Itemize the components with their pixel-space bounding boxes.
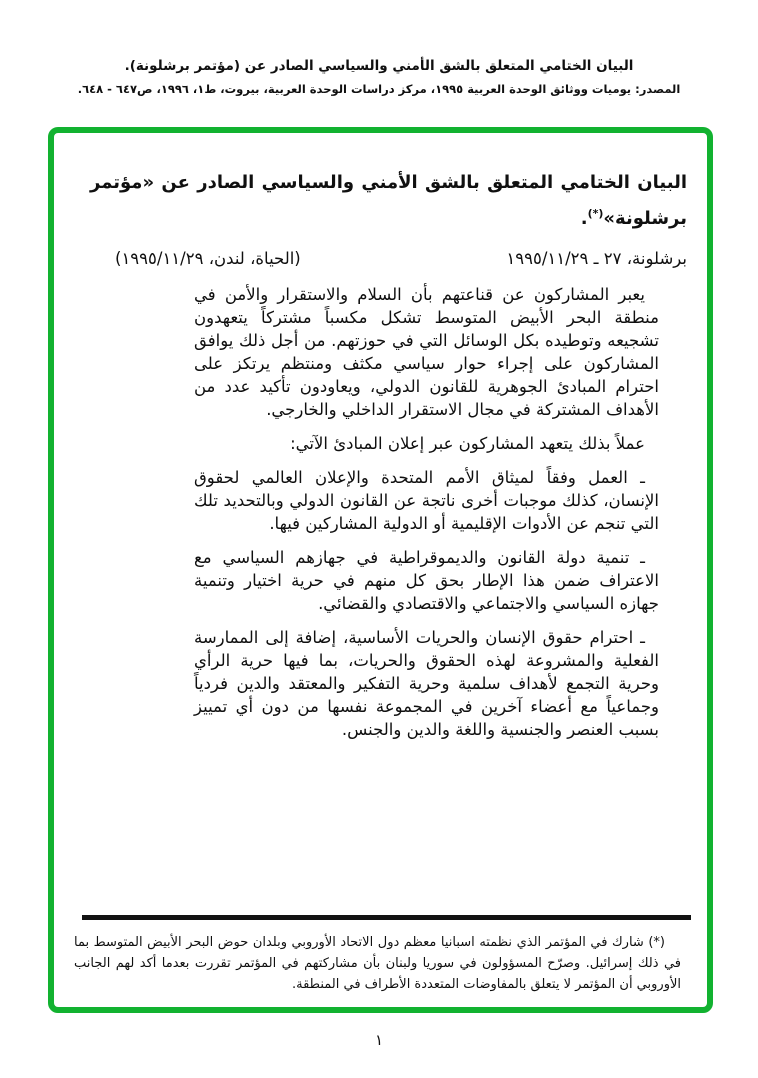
document-title [90, 167, 687, 234]
dateline [90, 247, 687, 271]
document-title-line1: البيان الختامي المتعلق بالشق الأمني والسياسي الصادر عن «مؤتمر [90, 172, 687, 193]
paragraph: يعبر المشاركون عن قناعتهم بأن السلام والاستقرار والأمن في منطقة البحر الأبيض المتوسط تشكل مكسباً مشتركاً يتعهدون تشجيعه وتوطيده بكل الوسائل التي في حوزتهم. من أجل ذلك يوافق المشاركون على إجراء حوار سياسي مكثف ومنتظم يرتكز على احترام المبادئ الجوهرية للقانون الدولي، ويعاودون تأكيد عدد من الأهداف المشتركة في مجال الاستقرار الداخلي والخارجي. [194, 285, 659, 419]
page-header [0, 57, 758, 98]
paragraph: عملاً بذلك يتعهد المشاركون عبر إعلان المبادئ الآتي: [290, 434, 645, 453]
dateline-source: (الحياة، لندن، ١٩٩٥/١١/٢٩) [115, 249, 301, 268]
header-source-line: المصدر: يوميات ووثائق الوحدة العربية ١٩٩٥، مركز دراسات الوحدة العربية، بيروت، ط١، ١٩٩٦، ص٦٤٧ - ٦٤٨. [77, 82, 681, 96]
footnote-section [70, 915, 685, 995]
paragraph: ـ العمل وفقاً لميثاق الأمم المتحدة والإعلان العالمي لحقوق الإنسان، كذلك موجبات أخرى ناتجة عن القانون الدولي وبالتحديد تلك التي تنجم عن الأدوات الإقليمية أو الدولية المشاركين فيها. [194, 468, 659, 533]
title-quoted-word: برشلونة» [603, 208, 687, 229]
paragraph: ـ تنمية دولة القانون والديموقراطية في جهازهم السياسي مع الاعتراف ضمن هذا الإطار بحق كل منهم في حرية اختيار وتنمية جهازه السياسي والاجتماعي والاقتصادي والقضائي. [194, 548, 659, 613]
document-body [54, 133, 707, 1007]
document-title-line2 [90, 198, 687, 234]
body-text-column [194, 283, 659, 741]
footnote-marker: (*) [587, 207, 604, 220]
title-period: . [580, 208, 588, 229]
footnote-text: (*) شارك في المؤتمر الذي نظمته اسبانيا معظم دول الاتحاد الأوروبي وبلدان حوض البحر الأبيض المتوسط بما في ذلك إسرائيل. وصرّح المسؤولون في سوريا ولبنان بأن مشاركتهم في المؤتمر تقررت بعدما أكد لهم الجانب الأوروبي أن المؤتمر لا يتعلق بالمفاوضات المتعددة الأطراف في المنطقة. [74, 935, 681, 992]
document-frame [48, 127, 713, 1013]
footnote-divider-rule [82, 915, 691, 920]
page-number: ١ [374, 1031, 384, 1049]
dateline-place-date: برشلونة، ٢٧ ـ ١٩٩٥/١١/٢٩ [506, 249, 687, 268]
header-title-line: البيان الختامي المتعلق بالشق الأمني والسياسي الصادر عن (مؤتمر برشلونة). [124, 58, 634, 74]
paragraph: ـ احترام حقوق الإنسان والحريات الأساسية، إضافة إلى الممارسة الفعلية والمشروعة لهذه الحقوق والحريات، بما فيها حرية الرأي وحرية التجمع لأهداف سلمية وحرية التفكير والمعتقد والدين فردياً وجماعياً مع أعضاء آخرين في المجموعة نفسها من دون أي تمييز بسبب العنصر والجنسية واللغة والدين والجنس. [194, 628, 659, 739]
